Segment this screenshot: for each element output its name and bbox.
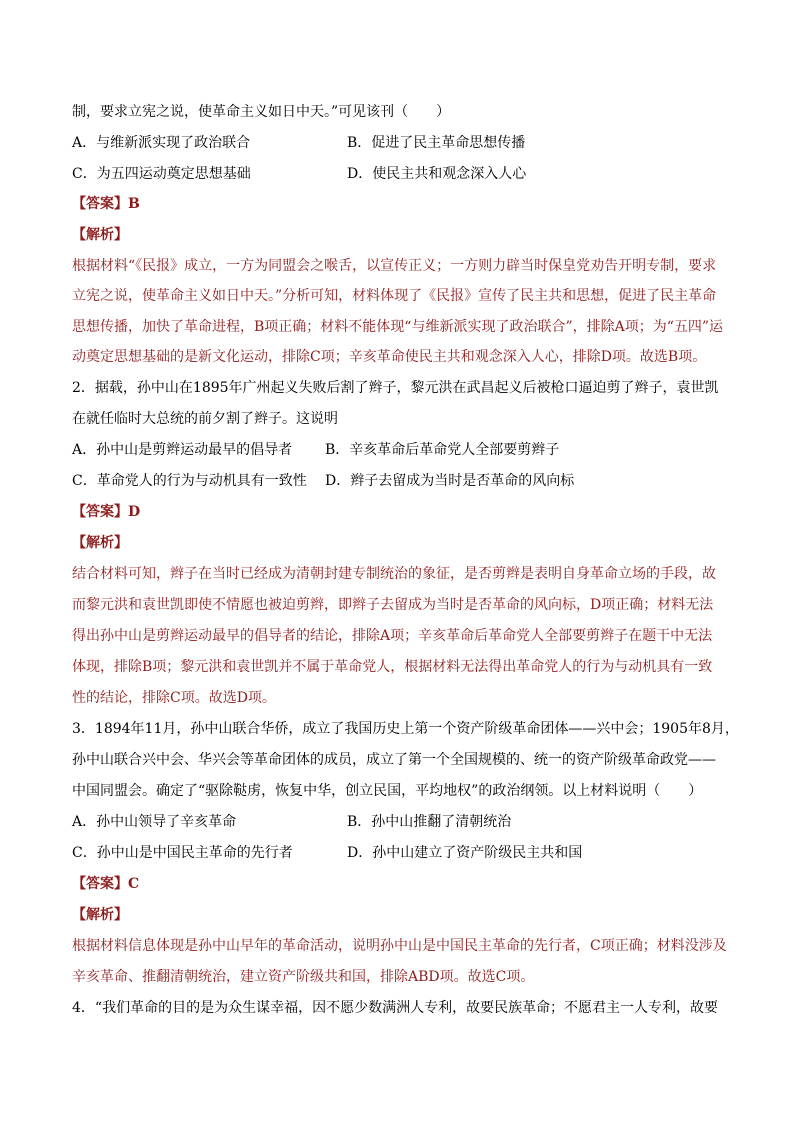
q2-analysis-line: 性的结论，排除C项。故选D项。 (72, 690, 276, 706)
q1-analysis-label: 【解析】 (72, 227, 128, 243)
q3-option-c: C．孙中山是中国民主革命的先行者 (72, 845, 293, 861)
q3-stem-line: 中国同盟会。确定了“驱除鞑虏，恢复中华，创立民国，平均地权”的政治纲领。以上材料说明（ ） (72, 783, 703, 799)
q1-option-a: A．与维新派实现了政治联合 (72, 135, 251, 151)
q2-stem-line: 在就任临时大总统的前夕割了辫子。这说明 (72, 411, 338, 427)
q2-option-b: B．辛亥革命后革命党人全部要剪辫子 (325, 442, 560, 458)
q2-analysis-line: 结合材料可知，辫子在当时已经成为清朝封建专制统治的象征，是否剪辫是表明自身革命立场的手段，故 (72, 566, 716, 582)
q3-options-row-2 (72, 844, 732, 862)
q1-analysis-line: 根据材料“《民报》成立，一方为同盟会之喉舌，以宣传正义；一方则力辟当时保皇党劝告开明专制，要求 (72, 258, 717, 274)
q3-analysis-label: 【解析】 (72, 907, 128, 923)
q1-answer: 【答案】B (72, 196, 140, 212)
q3-analysis-line: 根据材料信息体现是孙中山早年的革命活动，说明孙中山是中国民主革命的先行者，C项正确；材料没涉及 (72, 938, 727, 954)
q3-options-row-1 (72, 813, 732, 831)
q1-analysis-line: 思想传播，加快了革命进程，B项正确；材料不能体现“与维新派实现了政治联合”，排除A项；为“五四”运 (72, 319, 724, 335)
q3-option-d: D．孙中山建立了资产阶级民主共和国 (347, 845, 583, 861)
q2-analysis-line: 体现，排除B项；黎元洪和袁世凯并不属于革命党人，根据材料无法得出革命党人的行为与动机具有一致 (72, 659, 713, 675)
q1-stem-tail: 制，要求立宪之说，使革命主义如日中天。”可见该刊（ ） (72, 104, 451, 120)
q2-options-row-1 (72, 441, 732, 459)
q3-option-b: B．孙中山推翻了清朝统治 (347, 814, 512, 830)
q2-answer: 【答案】D (72, 504, 141, 520)
q2-options-row-2 (72, 472, 732, 490)
q2-option-d: D．辫子去留成为当时是否革命的风向标 (325, 473, 575, 489)
q1-option-b: B．促进了民主革命思想传播 (347, 135, 526, 151)
q2-option-a: A．孙中山是剪辫运动最早的倡导者 (72, 442, 293, 458)
q3-option-a: A．孙中山领导了辛亥革命 (72, 814, 237, 830)
q3-stem-line: 孙中山联合兴中会、华兴会等革命团体的成员，成立了第一个全国规模的、统一的资产阶级革命政党—— (72, 752, 716, 768)
q1-options-row-2 (72, 165, 732, 183)
q4-stem-line: 4．“我们革命的目的是为众生谋幸福，因不愿少数满洲人专利，故要民族革命；不愿君主一人专利，故要 (72, 1000, 719, 1016)
q1-option-c: C．为五四运动奠定思想基础 (72, 166, 251, 182)
q1-options-row-1 (72, 134, 732, 152)
q3-answer: 【答案】C (72, 876, 140, 892)
q2-stem-line: 2．据载，孙中山在1895年广州起义失败后割了辫子，黎元洪在武昌起义后被枪口逼迫剪了辫子，袁世凯 (72, 380, 719, 396)
q2-analysis-line: 得出孙中山是剪辫运动最早的倡导者的结论，排除A项；辛亥革命后革命党人全部要剪辫子在题干中无法 (72, 628, 713, 644)
q1-analysis-line: 动奠定思想基础的是新文化运动，排除C项；辛亥革命使民主共和观念深入人心，排除D项。故选B项。 (72, 349, 707, 365)
q1-option-d: D．使民主共和观念深入人心 (347, 166, 527, 182)
q3-analysis-line: 辛亥革命、推翻清朝统治，建立资产阶级共和国，排除ABD项。故选C项。 (72, 969, 535, 985)
q1-analysis-line: 立宪之说，使革命主义如日中天。”分析可知，材料体现了《民报》宣传了民主共和思想，促进了民主革命 (72, 288, 717, 304)
q3-stem-line: 3．1894年11月，孙中山联合华侨，成立了我国历史上第一个资产阶级革命团体——兴中会；1905年8月， (72, 721, 739, 737)
q2-analysis-label: 【解析】 (72, 535, 128, 551)
q2-analysis-line: 而黎元洪和袁世凯即使不情愿也被迫剪辫，即辫子去留成为当时是否革命的风向标，D项正确；材料无法 (72, 597, 714, 613)
q2-option-c: C．革命党人的行为与动机具有一致性 (72, 473, 307, 489)
